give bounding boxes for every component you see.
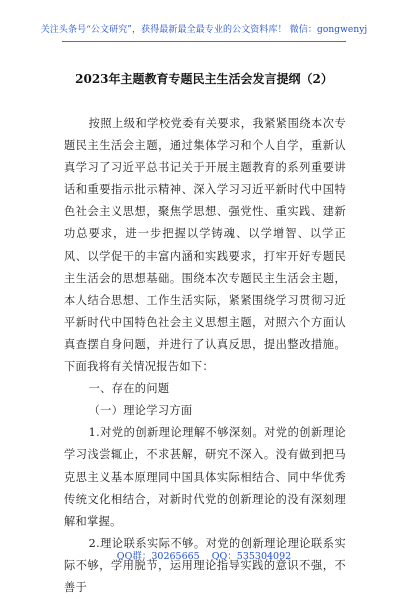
header-banner: 关注头条号“公文研究”，获得最新最全最专业的公文资料库！ 微信：gongwenyj — [40, 25, 368, 35]
intro-paragraph: 按照上级和学校党委有关要求，我紧紧围绕本次专题民主生活会主题，通过集体学习和个人自学，重新认真学习了习近平总书记关于开展主题教育的系列重要讲话和重要指示批示精神、深入学习习近平新时代中国特色社会主义思想，聚焦学思想、强党性、重实践、建新功总要求，进一步把握以学铸魂、以学增智、以学正风、以学促干的丰富内涵和实践要求，打牢开好专题民主生活会的思想基础。围绕本次专题民主生活会主题，本人结合思想、工作生活实际，紧紧围绕学习贯彻习近平新时代中国特色社会主义思想主题，对照六个方面认真查摆自身问题，并进行了认真反思，提出整改措施。下面我将有关情况报告如下： — [64, 117, 346, 374]
footer-qq-number: QQ：535304092 — [211, 551, 292, 562]
footer-qq-group: QQ群：30265665 — [116, 551, 200, 562]
footer-contact — [0, 548, 408, 562]
document-title: 2023年主题教育专题民主生活会发言提纲（2） — [75, 72, 333, 86]
subsection-heading: （一）理论学习方面 — [88, 404, 193, 418]
section-heading: 一、存在的问题 — [88, 382, 170, 396]
problem-item-2: 2.理论联系实际不够。对党的创新理论理论联系实际不够，学用脱节，运用理论指导实践的意识不强，不善于 — [64, 536, 346, 594]
document-body — [64, 113, 346, 599]
problem-item-1: 1.对党的创新理论理解不够深刻。对党的创新理论学习浅尝辄止，不求甚解，研究不深入。没有做到把马克思主义基本原理同中国具体实际相结合、同中华优秀传统文化相结合，对新时代党的创新理论的没有深刻理解和掌握。 — [64, 426, 346, 528]
header-divider — [62, 41, 346, 42]
